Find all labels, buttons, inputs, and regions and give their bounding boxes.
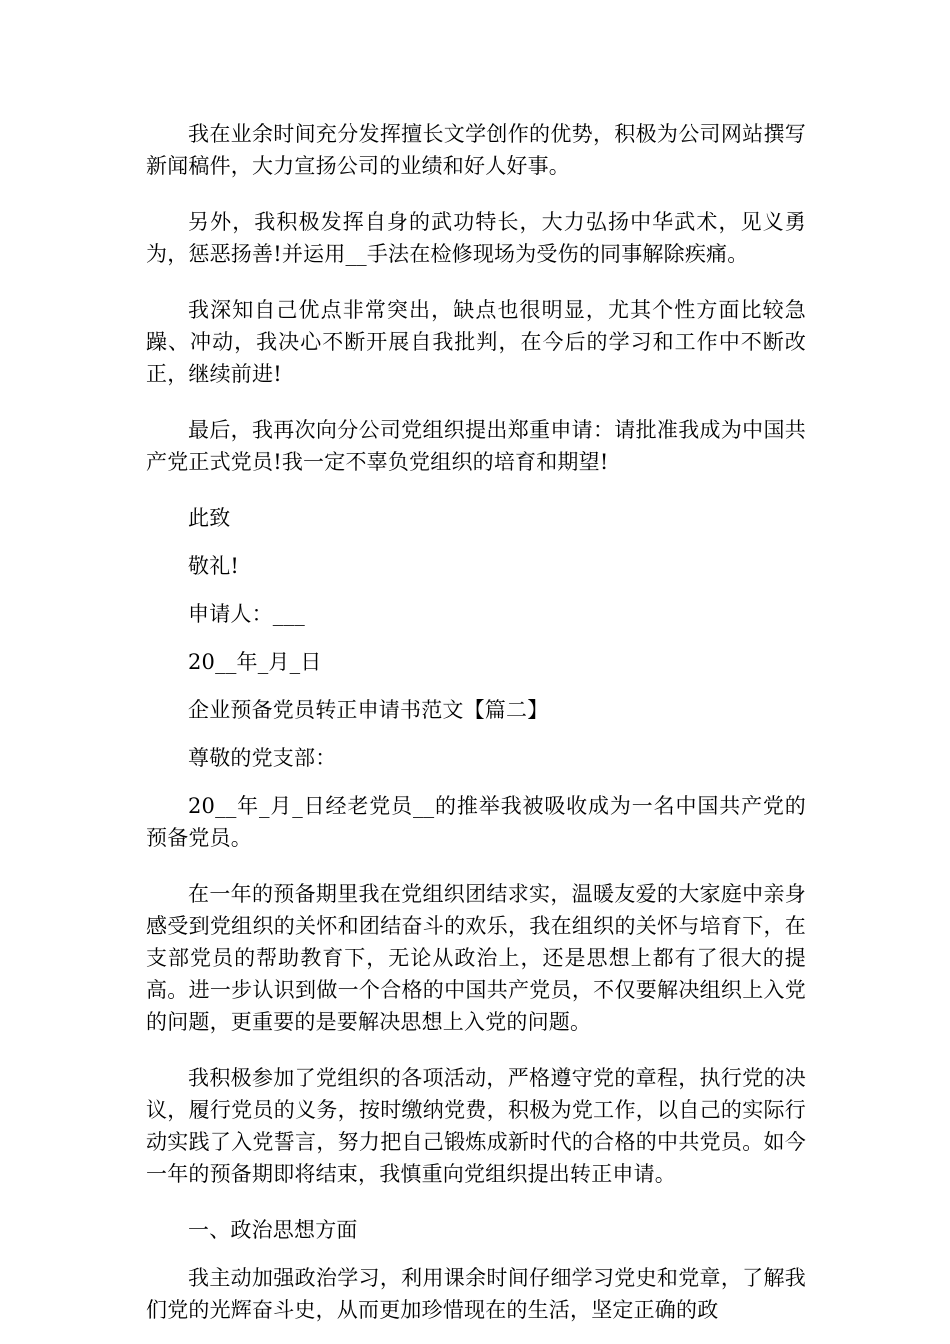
paragraph-final-request: 最后，我再次向分公司党组织提出郑重申请：请批准我成为中国共产党正式党员!我一定不辜负党组织的培育和期望! [146, 418, 806, 474]
paragraph-self-criticism: 我深知自己优点非常突出，缺点也很明显，尤其个性方面比较急躁、冲动，我决心不断开展自我批判，在今后的学习和工作中不断改正，继续前进! [146, 298, 806, 386]
paragraph-writing-strength: 我在业余时间充分发挥擅长文学创作的优势，积极为公司网站撰写新闻稿件，大力宣扬公司的业绩和好人好事。 [146, 122, 806, 178]
paragraph-martial-arts: 另外，我积极发挥自身的武功特长，大力弘扬中华武术，见义勇为，惩恶扬善!并运用__手法在检修现场为受伤的同事解除疾痛。 [146, 210, 806, 266]
document-body [146, 118, 806, 1326]
paragraph-admission-date: 20__年_月_日经老党员__的推举我被吸收成为一名中国共产党的预备党员。 [146, 794, 806, 850]
paragraph-probation-experience: 在一年的预备期里我在党组织团结求实，温暖友爱的大家庭中亲身感受到党组织的关怀和团结奋斗的欢乐，我在组织的关怀与培育下，在支部党员的帮助教育下，无论从政治上，还是思想上都有了很大的提高。进一步认识到做一个合格的中国共产党员，不仅要解决组织上入党的问题，更重要的是要解决思想上入党的问题。 [146, 882, 806, 1034]
paragraph-party-activities: 我积极参加了党组织的各项活动，严格遵守党的章程，执行党的决议，履行党员的义务，按时缴纳党费，积极为党工作，以自己的实际行动实践了入党誓言，努力把自己锻炼成新时代的合格的中共党员。如今一年的预备期即将结束，我慎重向党组织提出转正申请。 [146, 1066, 806, 1186]
greeting-party-branch: 尊敬的党支部： [188, 746, 337, 770]
date-line: 20__年_月_日 [188, 650, 322, 674]
closing-respect: 敬礼! [188, 554, 240, 578]
paragraph-political-study: 我主动加强政治学习，利用课余时间仔细学习党史和党章，了解我们党的光辉奋斗史，从而更加珍惜现在的生活，坚定正确的政 [146, 1266, 806, 1322]
section-title-part-two: 企业预备党员转正申请书范文【篇二】 [188, 698, 549, 722]
heading-political-thought: 一、政治思想方面 [188, 1218, 358, 1242]
closing-salutation: 此致 [188, 506, 231, 530]
applicant-signature-line: 申请人：___ [188, 602, 305, 626]
